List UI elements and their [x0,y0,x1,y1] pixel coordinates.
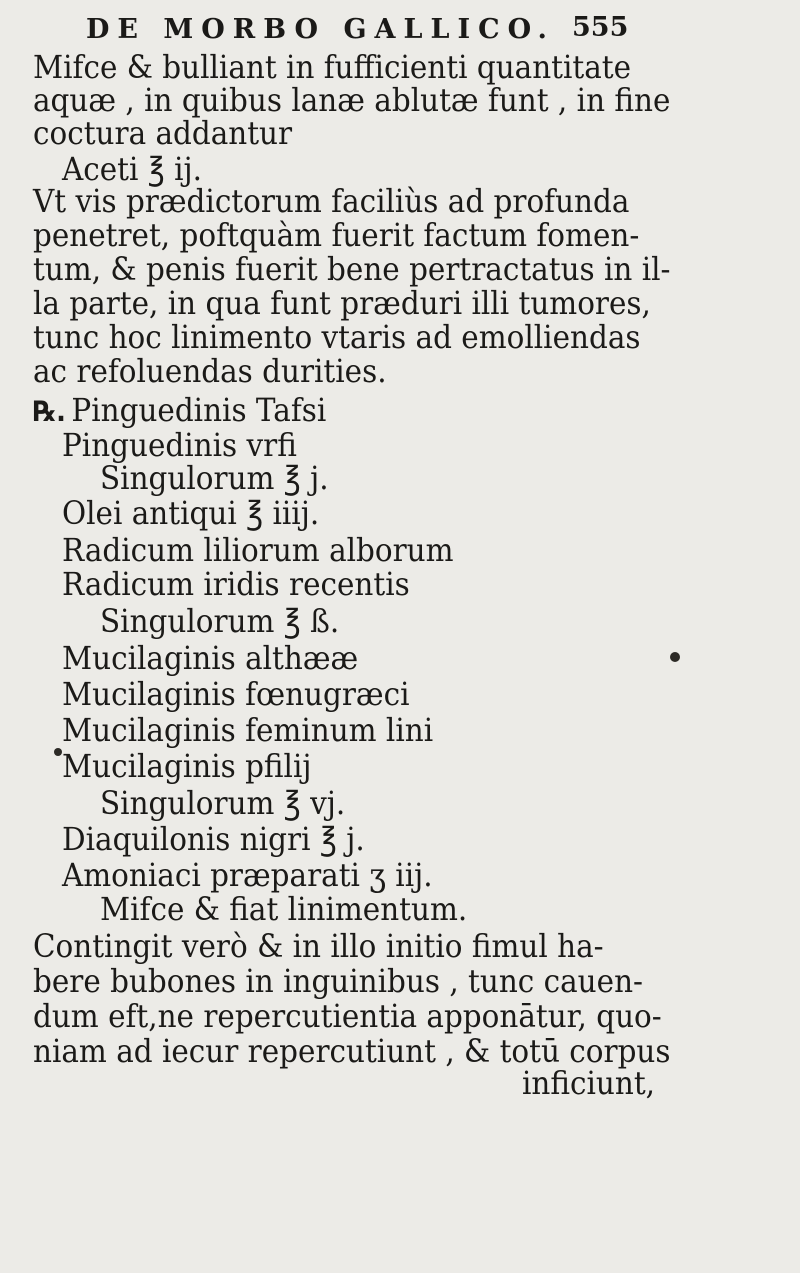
recipe-line: Olei antiqui ℥ iiij. [62,494,320,532]
text-line: tum, & penis fuerit bene pertractatus in il- [33,250,671,288]
text-line: coctura addantur [33,114,293,152]
recipe-line: Pinguedinis vrfi [62,426,297,464]
running-head: DE MORBO GALLICO. [86,14,555,45]
recipe-line: Mucilaginis feminum lini [62,711,434,749]
recipe-line: Singulorum ℥ vj. [100,784,346,822]
catchword: inficiunt, [522,1064,656,1102]
recipe-line: Diaquilonis nigri ℥ j. [62,820,365,858]
text-line: Contingit verò & in illo initio fimul ha- [33,927,604,965]
recipe-line: Mucilaginis althææ [62,639,359,677]
text-line: Mifce & bulliant in fufficienti quantitate [33,48,632,86]
recipe-line: Singulorum ℥ j. [100,459,329,497]
recipe-line: Radicum iridis recentis [62,565,410,603]
recipe-line: Singulorum ℥ ß. [100,602,340,640]
recipe-heading-line [33,393,326,429]
text-line: Vt vis prædictorum faciliùs ad profunda [33,182,630,220]
text-line: la parte, in qua funt præduri illi tumores, [33,284,651,322]
text-line: niam ad iecur repercutiunt , & totū corpus [33,1032,671,1070]
recipe-line: Mucilaginis fœnugræci [62,675,410,713]
recipe-line: Amoniaci præparati ʒ iij. [62,856,433,894]
text-line: tunc hoc linimento vtaris ad emolliendas [33,318,641,356]
ink-spot [670,652,680,662]
recipe-line: Radicum liliorum alborum [62,531,454,569]
page-number: 555 [572,12,629,43]
recipe-symbol: ℞. [33,395,66,428]
text-line: aquæ , in quibus lanæ ablutæ funt , in fine [33,81,671,119]
recipe-line: Aceti ℥ ij. [62,150,203,188]
recipe-line: Mucilaginis pfilij [62,747,312,785]
text-line: bere bubones in inguinibus , tunc cauen- [33,962,643,1000]
text-line: ac refoluendas durities. [33,352,387,390]
recipe-line: Mifce & fiat linimentum. [100,890,468,928]
recipe-ingredient: Pinguedinis Tafsi [71,391,327,429]
text-line: penetret, poftquàm fuerit factum fomen- [33,216,640,254]
ink-spot [54,748,62,756]
text-line: dum eft,ne repercutientia apponātur, quo- [33,997,662,1035]
